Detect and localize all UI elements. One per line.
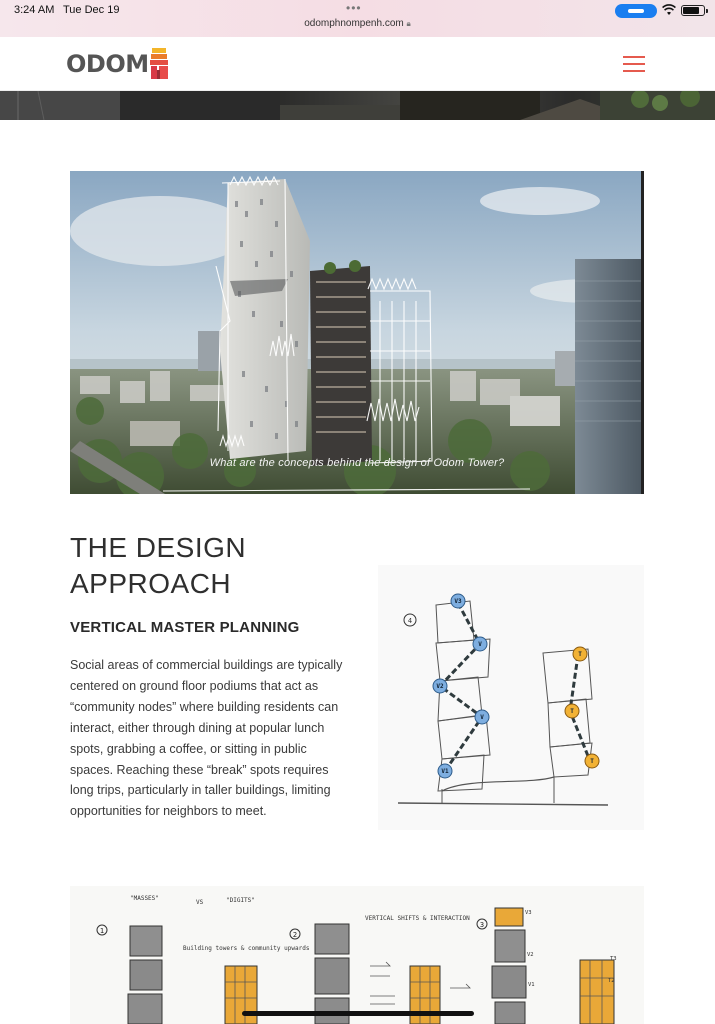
node-label: V bbox=[480, 714, 484, 721]
status-date: Tue Dec 19 bbox=[63, 4, 120, 16]
sketch-label: VS bbox=[196, 899, 204, 906]
node-label: T bbox=[590, 758, 594, 765]
section-title: THE DESIGN APPROACH bbox=[70, 532, 247, 599]
hero-banner-art bbox=[0, 91, 715, 120]
multitasking-dots-icon[interactable]: ••• bbox=[346, 1, 362, 15]
vertical-nodes-sketch bbox=[378, 565, 644, 830]
tower-render-art bbox=[70, 171, 644, 494]
sketch-label: "MASSES" bbox=[130, 895, 159, 902]
sketch-number: 2 bbox=[292, 931, 298, 939]
sketch-label: VERTICAL SHIFTS & INTERACTION bbox=[365, 915, 470, 922]
hamburger-menu-icon[interactable] bbox=[623, 56, 645, 73]
sketch-tag: T3 bbox=[610, 956, 617, 962]
status-bar bbox=[0, 0, 715, 37]
sketch-label: Building towers & community upwards bbox=[183, 945, 310, 952]
logo-mark-icon bbox=[150, 48, 170, 80]
section-subtitle: VERTICAL MASTER PLANNING bbox=[70, 619, 300, 636]
node-label: V1 bbox=[441, 768, 449, 775]
sketch-tag: V2 bbox=[527, 952, 534, 958]
url-text: odomphnompenh.com bbox=[304, 18, 404, 29]
sketch-number: 4 bbox=[407, 617, 413, 625]
odom-logo[interactable] bbox=[66, 47, 170, 81]
battery-icon bbox=[681, 5, 705, 16]
masses-vs-digits-sketch bbox=[70, 886, 644, 1024]
node-label: V3 bbox=[454, 598, 462, 605]
wifi-icon bbox=[662, 4, 676, 16]
status-time: 3:24 AM bbox=[14, 4, 55, 16]
odom-tower-render-image bbox=[70, 171, 644, 494]
node-label: V bbox=[478, 641, 482, 648]
site-header bbox=[0, 37, 715, 91]
address-bar[interactable] bbox=[0, 18, 715, 29]
masses-vs-digits-sketch-art bbox=[70, 886, 644, 1024]
node-label: T bbox=[570, 708, 574, 715]
home-indicator[interactable] bbox=[242, 1011, 474, 1016]
hero-banner-image bbox=[0, 91, 715, 120]
sketch-number: 1 bbox=[99, 927, 105, 935]
node-label: V2 bbox=[436, 683, 444, 690]
logo-text: ODOM bbox=[66, 50, 149, 78]
sketch-label: "DIGITS" bbox=[226, 897, 255, 904]
screen-recording-indicator bbox=[615, 4, 657, 18]
vertical-nodes-sketch-art bbox=[378, 565, 644, 830]
hero-caption: What are the concepts behind the design of Odom Tower? bbox=[209, 457, 505, 469]
node-label: T bbox=[578, 651, 582, 658]
sketch-tag: T2 bbox=[608, 978, 615, 984]
sketch-tag: V3 bbox=[525, 910, 532, 916]
sketch-number: 3 bbox=[479, 921, 485, 929]
lock-icon: 🔒︎ bbox=[406, 19, 411, 28]
sketch-tag: V1 bbox=[528, 982, 535, 988]
section-body: Social areas of commercial buildings are typically centered on ground floor podiums that act as “community nodes” where building residents can interact, either through dining at popular lunch spots, grabbing a coffee, or sitting in public spaces. Reaching these “break” spots requires long trips, particularly in taller buildings, limiting opportunities for neighbors to meet. bbox=[70, 658, 343, 819]
